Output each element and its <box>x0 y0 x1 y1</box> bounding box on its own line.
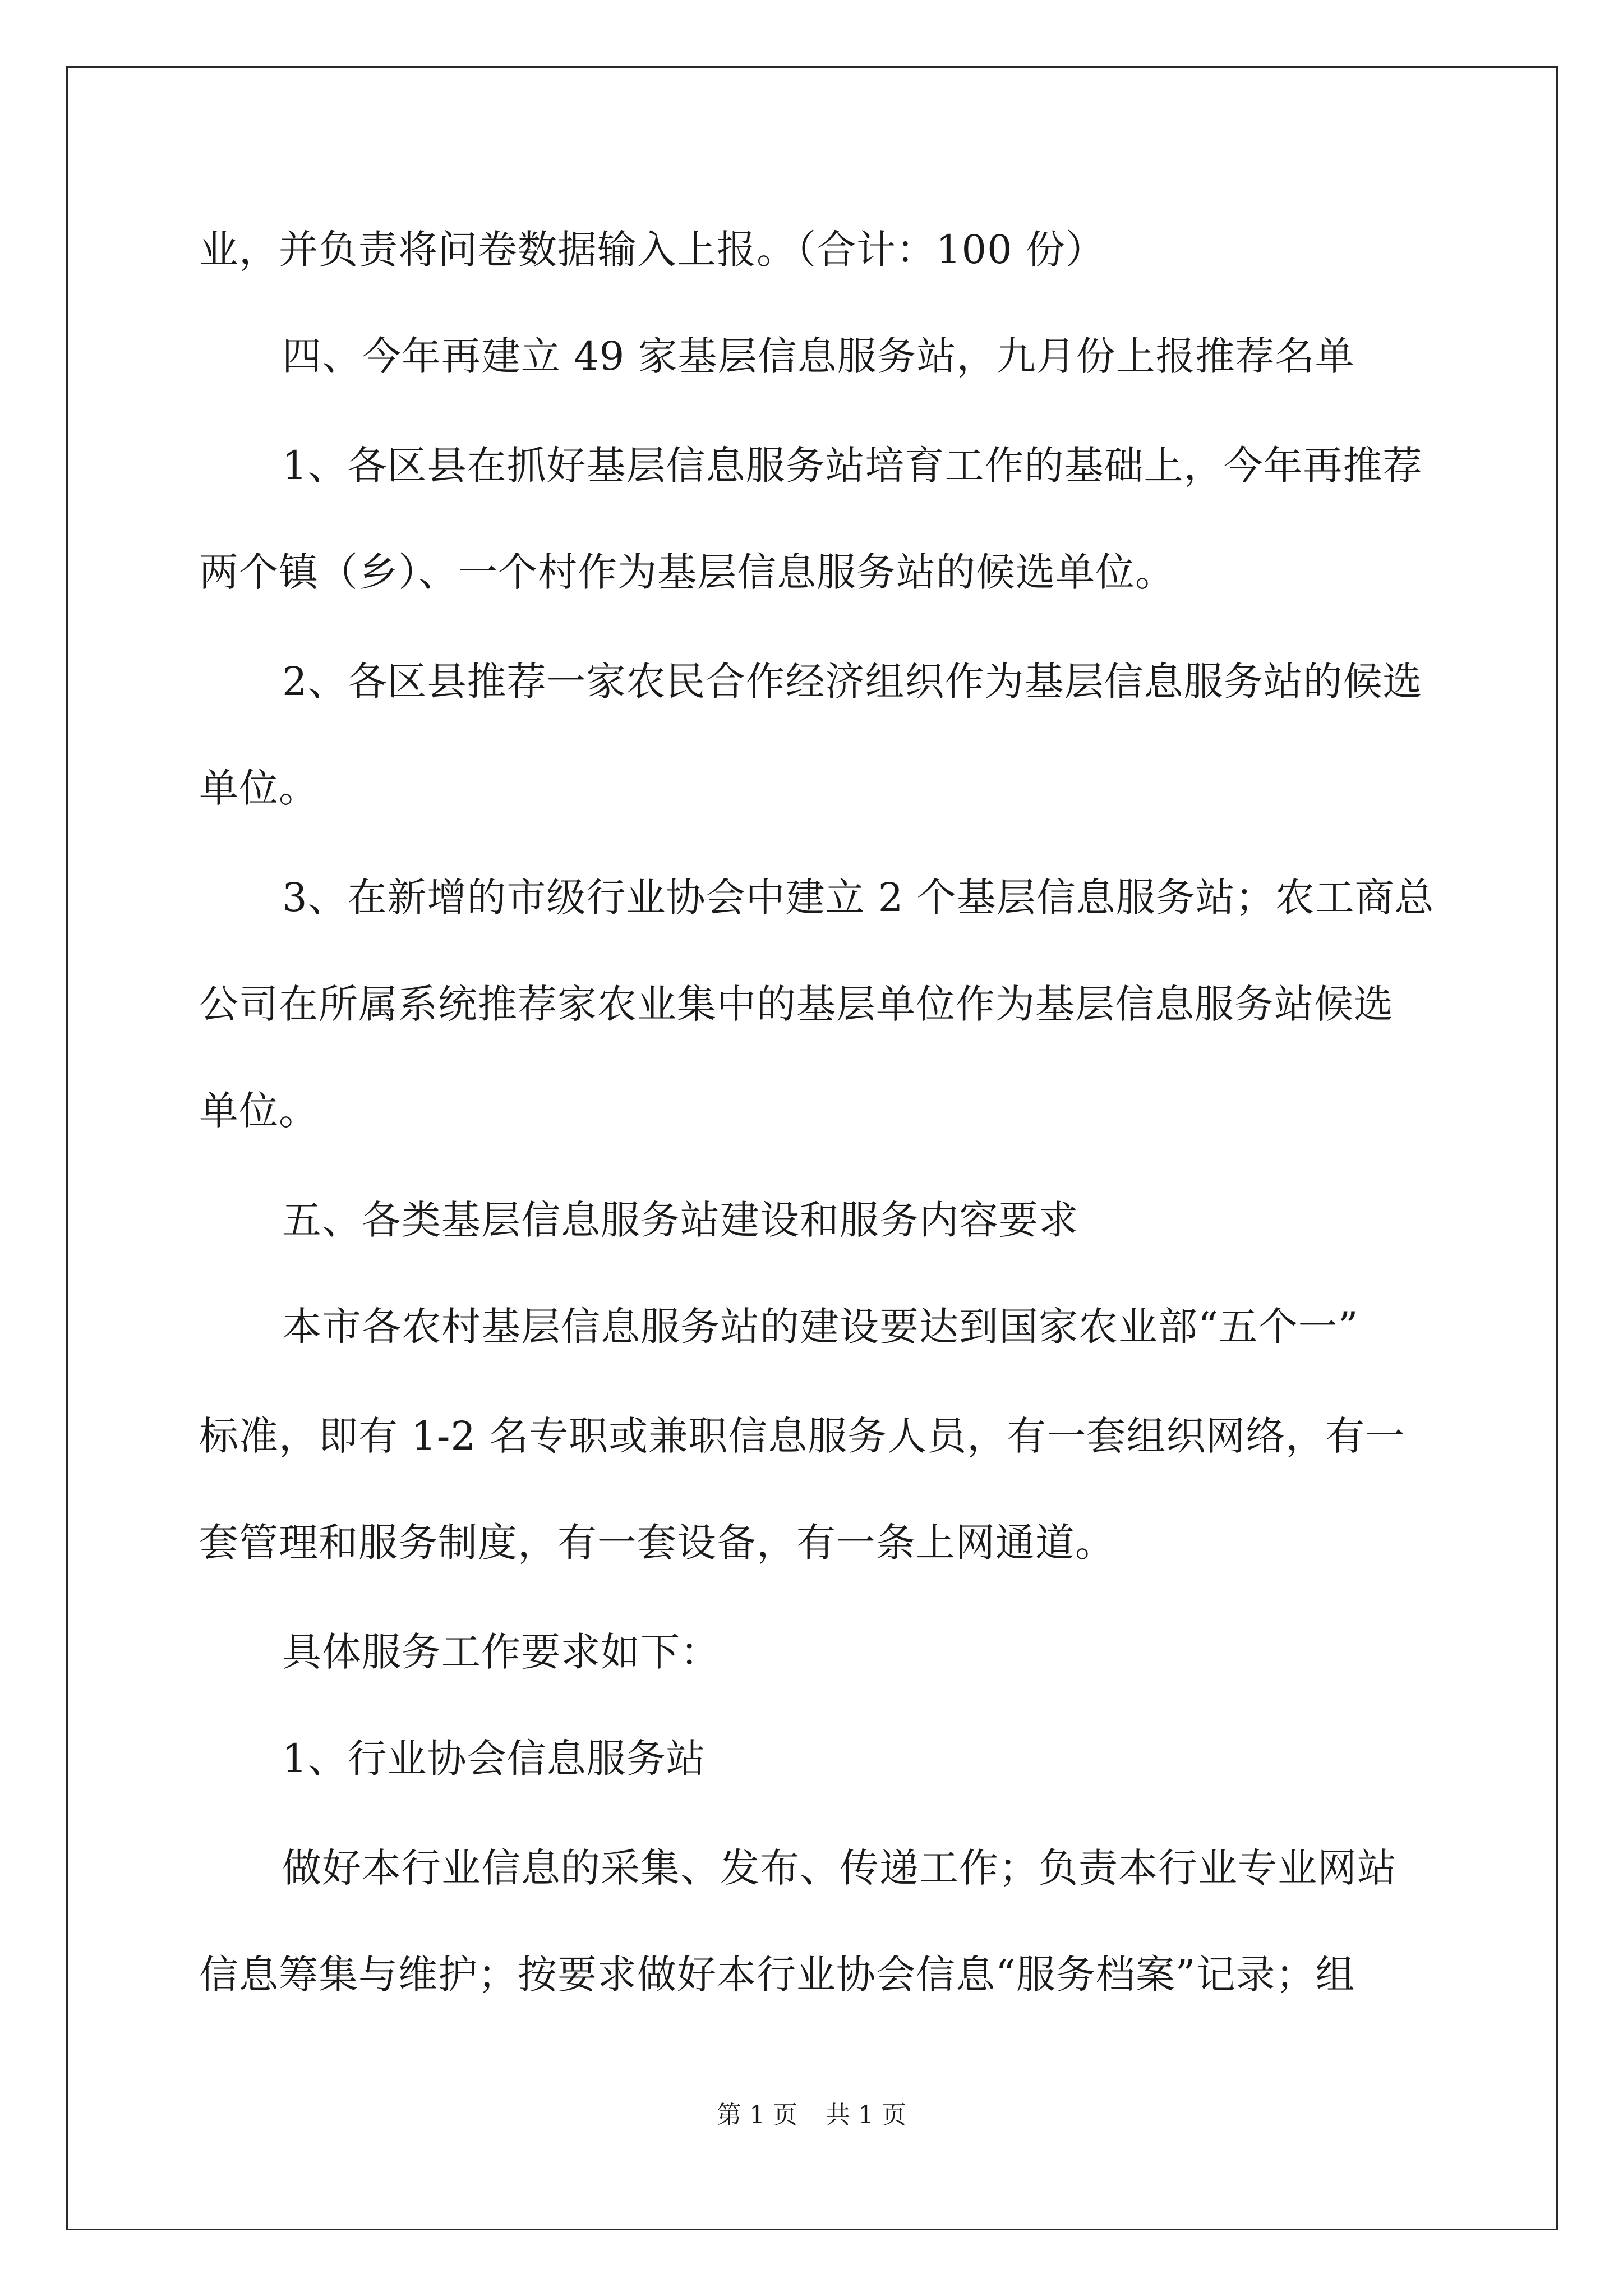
text-line: 两个镇（乡）、一个村作为基层信息服务站的候选单位。 <box>199 549 1175 595</box>
text-line: 标准，即有 1-2 名专职或兼职信息服务人员，有一套组织网络，有一 <box>199 1413 1405 1459</box>
page-total: 共 1 页 <box>826 2101 906 2129</box>
text-line: 套管理和服务制度，有一套设备，有一条上网通道。 <box>199 1520 1115 1566</box>
text-line: 具体服务工作要求如下： <box>282 1629 720 1675</box>
text-line: 信息筹集与维护；按要求做好本行业协会信息“服务档案”记录；组 <box>199 1952 1355 1998</box>
text-line: 业，并负责将问卷数据输入上报。（合计：100 份） <box>199 227 1105 273</box>
page-number: 第 1 页 <box>717 2101 797 2129</box>
subsection-heading: 1、行业协会信息服务站 <box>282 1736 706 1782</box>
text-line: 单位。 <box>199 765 319 811</box>
text-line: 单位。 <box>199 1088 319 1134</box>
text-line: 做好本行业信息的采集、发布、传递工作；负责本行业专业网站 <box>282 1845 1397 1891</box>
page-footer <box>0 2099 1623 2132</box>
text-line: 公司在所属系统推荐家农业集中的基层单位作为基层信息服务站候选 <box>199 981 1394 1027</box>
section-heading: 四、今年再建立 49 家基层信息服务站，九月份上报推荐名单 <box>282 333 1355 379</box>
text-line: 本市各农村基层信息服务站的建设要达到国家农业部“五个一” <box>282 1304 1359 1350</box>
text-line: 3、在新增的市级行业协会中建立 2 个基层信息服务站；农工商总 <box>282 875 1435 921</box>
section-heading: 五、各类基层信息服务站建设和服务内容要求 <box>282 1197 1078 1243</box>
page-border <box>66 66 1558 2230</box>
text-line: 1、各区县在抓好基层信息服务站培育工作的基础上，今年再推荐 <box>282 443 1423 489</box>
text-line: 2、各区县推荐一家农民合作经济组织作为基层信息服务站的候选 <box>282 659 1423 705</box>
